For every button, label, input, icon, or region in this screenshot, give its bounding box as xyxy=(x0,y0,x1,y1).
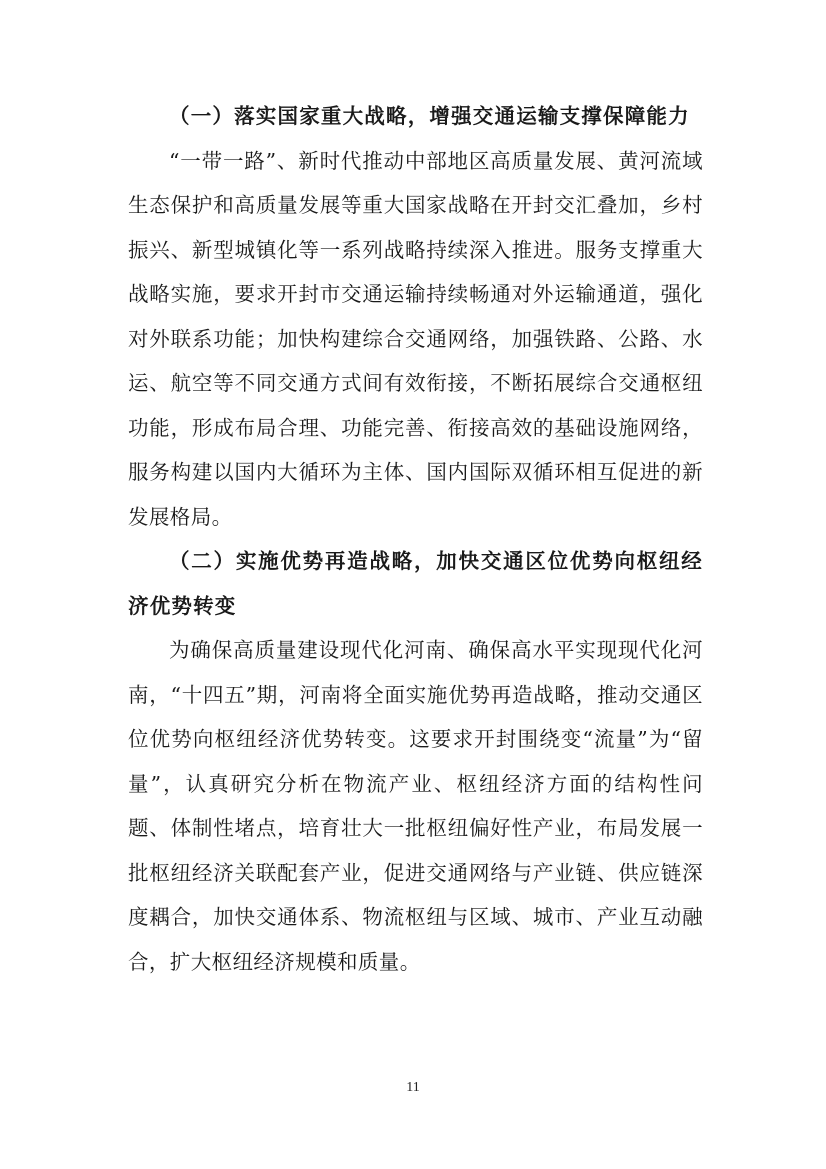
page-number: 11 xyxy=(406,1080,420,1095)
section-heading-1: （一）落实国家重大战略，增强交通运输支撑保障能力 xyxy=(169,104,690,128)
section-paragraph-2: 为确保高质量建设现代化河南、确保高水平实现现代化河南，“十四五”期，河南将全面实施优势再造战略，推动交通区位优势向枢纽经济优势转变。这要求开封围绕变“流量”为“留量”，认真研究分析在物流产业、枢纽经济方面的结构性问题、体制性堵点，培育壮大一批枢纽偏好性产业，布局发展一批枢纽经济关联配套产业，促进交通网络与产业链、供应链深度耦合，加快交通体系、物流枢纽与区域、城市、产业互动融合，扩大枢纽经济规模和质量。 xyxy=(128,638,703,974)
section-paragraph-1: “一带一路”、新时代推动中部地区高质量发展、黄河流域生态保护和高质量发展等重大国家战略在开封交汇叠加，乡村振兴、新型城镇化等一系列战略持续深入推进。服务支撑重大战略实施，要求开封市交通运输持续畅通对外运输通道，强化对外联系功能；加快构建综合交通网络，加强铁路、公路、水运、航空等不同交通方式间有效衔接，不断拓展综合交通枢纽功能，形成布局合理、功能完善、衔接高效的基础设施网络，服务构建以国内大循环为主体、国内国际双循环相互促进的新发展格局。 xyxy=(128,148,703,529)
section-heading-2: （二）实施优势再造战略，加快交通区位优势向枢纽经济优势转变 xyxy=(128,549,703,618)
document-body xyxy=(128,94,703,984)
